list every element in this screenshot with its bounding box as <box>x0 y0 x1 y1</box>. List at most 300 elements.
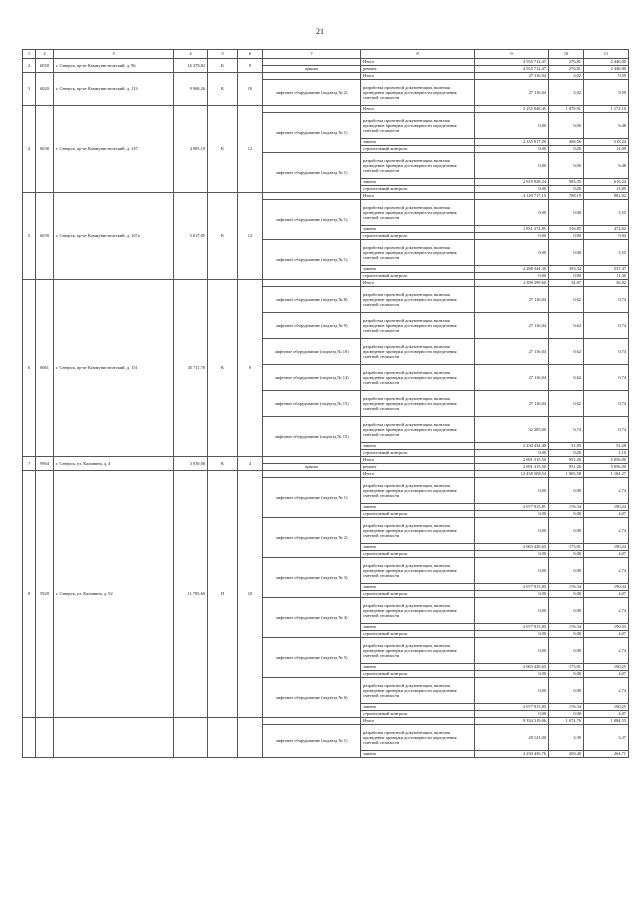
house-floors: 10 <box>238 73 263 106</box>
cost-per-sqm-value: 3,39 <box>549 725 584 751</box>
house-category: К <box>208 106 238 193</box>
cost-per-sqm-value: 0,00 <box>549 478 584 504</box>
work-description: разработка проектной документации, включая проведение проверки достоверности определения сметной стоимости <box>361 558 475 584</box>
cost-value: 27 116,04 <box>475 365 549 391</box>
house-code: 9964 <box>36 457 54 471</box>
house-category: К <box>208 457 238 471</box>
house-code: 6020 <box>36 73 54 106</box>
cost-value: 0,00 <box>475 273 549 280</box>
work-type: лифтовое оборудование (подъезд № 2) <box>263 518 361 558</box>
max-cost-value: 11,30 <box>584 273 629 280</box>
max-cost-value: 4,07 <box>584 671 629 678</box>
cost-value: 4 120 717,15 <box>475 193 549 200</box>
house-floors: 10 <box>238 471 263 718</box>
cost-per-sqm-value: 0,00 <box>549 678 584 704</box>
work-type: крыша <box>263 66 361 73</box>
max-cost-value: 9,59 <box>584 73 629 80</box>
work-type: лифтовое оборудование (подъезд № 1) <box>263 113 361 153</box>
max-cost-value: 5 056,00 <box>584 457 629 464</box>
cost-value: 2 077 915,83 <box>475 704 549 711</box>
work-description: разработка проектной документации, включая проведение проверки достоверности определения сметной стоимости <box>361 200 475 226</box>
work-description: разработка проектной документации, включая проведение проверки достоверности определения сметной стоимости <box>361 391 475 417</box>
table-row <box>23 280 629 287</box>
cost-per-sqm-value: 0,00 <box>549 233 584 240</box>
max-cost-value: 1 172,10 <box>584 106 629 113</box>
cost-per-sqm-value: 175,01 <box>549 664 584 671</box>
cost-value: 1 831 372,85 <box>475 226 549 233</box>
cost-value: 2 288 344,30 <box>475 266 549 273</box>
house-floors: 12 <box>238 193 263 280</box>
work-description: замена <box>361 443 475 450</box>
cost-value: 2 230 436,76 <box>475 751 549 758</box>
work-description: замена <box>361 226 475 233</box>
house-floors: 4 <box>238 457 263 471</box>
cost-value: 32 285,00 <box>475 417 549 443</box>
cost-value: 4 555 712,47 <box>475 59 549 66</box>
header-cell: 6 <box>238 50 263 59</box>
header-cell: 8 <box>361 50 475 59</box>
work-type: лифтовое оборудование (подъезд № 1) <box>263 200 361 240</box>
cost-per-sqm-value: 0,00 <box>549 598 584 624</box>
work-type: лифтовое оборудование (подъезд № 9) <box>263 313 361 339</box>
cost-per-sqm-value: 468,56 <box>549 139 584 146</box>
max-cost-value: 2,74 <box>584 678 629 704</box>
work-description: строительный контроль <box>361 551 475 558</box>
work-description: разработка проектной документации, включая проведение проверки достоверности определения сметной стоимости <box>361 417 475 443</box>
work-description: замена <box>361 139 475 146</box>
cost-per-sqm-value: 0,62 <box>549 313 584 339</box>
work-type-blank <box>263 457 361 464</box>
cost-value: 0,00 <box>475 598 549 624</box>
max-cost-value: 1 084,53 <box>584 718 629 725</box>
row-number: 7 <box>23 457 36 471</box>
work-type: лифтовое оборудование (подъезд № 1) <box>263 240 361 280</box>
cost-value: 2 691 315,50 <box>475 464 549 471</box>
max-cost-value: 2,74 <box>584 558 629 584</box>
total-label: Итого <box>361 471 475 478</box>
cost-value: 27 116,04 <box>475 287 549 313</box>
max-cost-value: 4,07 <box>584 711 629 718</box>
cost-per-sqm-value: 0,00 <box>549 186 584 193</box>
cost-per-sqm-value: 176,34 <box>549 584 584 591</box>
work-type: лифтовое оборудование (подъезд № 1) <box>263 478 361 518</box>
cost-value: 0,00 <box>475 518 549 544</box>
work-description: разработка проектной документации, включая проведение проверки достоверности определения сметной стоимости <box>361 339 475 365</box>
work-description: разработка проектной документации, включая проведение проверки достоверности определения сметной стоимости <box>361 478 475 504</box>
max-cost-value: 51,28 <box>584 443 629 450</box>
max-cost-value: 4,07 <box>584 631 629 638</box>
house-address: г. Северск, пр-кт Коммунистический, д. 96 <box>54 59 174 73</box>
max-cost-value: 2,74 <box>584 478 629 504</box>
cost-per-sqm-value: 0,00 <box>549 240 584 266</box>
cost-per-sqm-value: 176,34 <box>549 504 584 511</box>
cost-value: 0,00 <box>475 186 549 193</box>
cost-value: 0,00 <box>475 551 549 558</box>
work-type: лифтовое оборудование (подъезд № 2) <box>263 80 361 106</box>
house-area: 11 785,60 <box>174 471 208 718</box>
house-area: 9 968,26 <box>174 73 208 106</box>
house-area: 45 711,70 <box>174 280 208 457</box>
work-type: лифтовое оборудование (подъезд № 3) <box>263 558 361 598</box>
work-type-blank <box>263 471 361 478</box>
house-code: 6038 <box>36 106 54 193</box>
cost-value: 0,00 <box>475 240 549 266</box>
header-cell: 10 <box>549 50 584 59</box>
cost-value: 2 691 315,50 <box>475 457 549 464</box>
work-description: строительный контроль <box>361 671 475 678</box>
work-description: разработка проектной документации, включая проведение проверки достоверности определения сметной стоимости <box>361 113 475 139</box>
cost-per-sqm-value: 0,00 <box>549 558 584 584</box>
max-cost-value: 56,82 <box>584 280 629 287</box>
max-cost-value: 13,85 <box>584 186 629 193</box>
cost-value: 0,00 <box>475 113 549 139</box>
cost-per-sqm-value: 0,00 <box>549 200 584 226</box>
work-description: строительный контроль <box>361 450 475 457</box>
cost-value: 0,00 <box>475 511 549 518</box>
cost-value: 5 255 848,45 <box>475 106 549 113</box>
cost-value: 9 334 319,06 <box>475 718 549 725</box>
house-area <box>174 718 208 758</box>
max-cost-value: 9,04 <box>584 233 629 240</box>
work-description: замена <box>361 504 475 511</box>
work-description: замена <box>361 704 475 711</box>
cost-per-sqm-value: 0,00 <box>549 671 584 678</box>
max-cost-value: 264,71 <box>584 751 629 758</box>
cost-per-sqm-value: 0,00 <box>549 273 584 280</box>
house-category: К <box>208 59 238 73</box>
max-cost-value: 190,25 <box>584 664 629 671</box>
header-cell: 2 <box>36 50 54 59</box>
cost-value: 0,00 <box>475 671 549 678</box>
work-type-blank <box>263 718 361 725</box>
work-description: строительный контроль <box>361 146 475 153</box>
house-floors: 9 <box>238 59 263 73</box>
work-description: ремонт <box>361 464 475 471</box>
house-category <box>208 718 238 758</box>
work-type: лифтовое оборудование (подъезд № 15) <box>263 391 361 417</box>
cost-per-sqm-value: 176,34 <box>549 704 584 711</box>
work-type-blank <box>263 193 361 200</box>
cost-value: 0,00 <box>475 450 549 457</box>
house-code <box>36 718 54 758</box>
work-type: лифтовое оборудование (подъезд № 8) <box>263 287 361 313</box>
cost-value: 0,00 <box>475 200 549 226</box>
table-row <box>23 106 629 113</box>
max-cost-value: 190,24 <box>584 504 629 511</box>
cost-per-sqm-value: 0,00 <box>549 638 584 664</box>
cost-per-sqm-value: 0,00 <box>549 146 584 153</box>
max-cost-value: 2,74 <box>584 518 629 544</box>
cost-value: 0,00 <box>475 233 549 240</box>
cost-per-sqm-value: 0,74 <box>549 417 584 443</box>
max-cost-value: 472,62 <box>584 226 629 233</box>
work-description: замена <box>361 544 475 551</box>
work-type: лифтовое оборудование (подъезд № 4) <box>263 598 361 638</box>
table-row <box>23 471 629 478</box>
house-address: г. Северск, ул. Калинина, д. 92 <box>54 471 174 718</box>
work-type: лифтовое оборудование (подъезд № 6) <box>263 678 361 718</box>
max-cost-value: 190,33 <box>584 624 629 631</box>
table-row <box>23 193 629 200</box>
cost-per-sqm-value: 0,00 <box>549 153 584 179</box>
work-type: лифтовое оборудование (подъезд № 5) <box>263 638 361 678</box>
work-description: ремонт <box>361 66 475 73</box>
cost-value: 27 116,04 <box>475 313 549 339</box>
cost-per-sqm-value: 51,05 <box>549 443 584 450</box>
max-cost-value: 5,55 <box>584 240 629 266</box>
cost-value: 0,00 <box>475 591 549 598</box>
total-label: Итого <box>361 59 475 66</box>
work-description: строительный контроль <box>361 273 475 280</box>
cost-per-sqm-value: 0,62 <box>549 365 584 391</box>
max-cost-value: 13,09 <box>584 146 629 153</box>
max-cost-value: 3,37 <box>584 725 629 751</box>
house-code: 6050 <box>36 59 54 73</box>
cost-value: 2 230 434,40 <box>475 443 549 450</box>
max-cost-value: 982,02 <box>584 193 629 200</box>
house-address: г. Северск, пр-кт Коммунистический, д. 151 <box>54 280 174 457</box>
cost-per-sqm-value: 708,19 <box>549 193 584 200</box>
total-label: Итого <box>361 718 475 725</box>
max-cost-value: 2 440,00 <box>584 66 629 73</box>
cost-per-sqm-value: 54,87 <box>549 280 584 287</box>
cost-per-sqm-value: 0,00 <box>549 631 584 638</box>
work-description: разработка проектной документации, включая проведение проверки достоверности определения сметной стоимости <box>361 80 475 106</box>
table-row <box>23 718 629 725</box>
cost-per-sqm-value: 1 074,76 <box>549 718 584 725</box>
cost-value: 2 077 915,83 <box>475 584 549 591</box>
header-cell: 11 <box>584 50 629 59</box>
total-label: Итого <box>361 193 475 200</box>
cost-value: 0,00 <box>475 711 549 718</box>
house-address: г. Северск, ул. Калинина, д. 4 <box>54 457 174 471</box>
house-address <box>54 718 174 758</box>
house-floors: 12 <box>238 106 263 193</box>
row-number: 6 <box>23 280 36 457</box>
house-address: г. Северск, пр-кт Коммунистический, д. 167а <box>54 193 174 280</box>
work-description: разработка проектной документации, включая проведение проверки достоверности определения сметной стоимости <box>361 678 475 704</box>
max-cost-value: 0,74 <box>584 287 629 313</box>
work-type-blank <box>263 280 361 287</box>
house-address: г. Северск, пр-кт Коммунистический, д. 147 <box>54 106 174 193</box>
work-type-blank <box>263 73 361 80</box>
total-label: Итого <box>361 457 475 464</box>
work-description: разработка проектной документации, включая проведение проверки достоверности определения сметной стоимости <box>361 240 475 266</box>
work-description: разработка проектной документации, включая проведение проверки достоверности определения сметной стоимости <box>361 518 475 544</box>
row-number <box>23 718 36 758</box>
cost-per-sqm-value: 0,62 <box>549 339 584 365</box>
cost-per-sqm-value: 585,35 <box>549 179 584 186</box>
cost-per-sqm-value: 0,00 <box>549 591 584 598</box>
max-cost-value: 0,74 <box>584 417 629 443</box>
work-description: строительный контроль <box>361 711 475 718</box>
max-cost-value: 0,74 <box>584 313 629 339</box>
house-area: 4 985,10 <box>174 106 208 193</box>
header-cell: 7 <box>263 50 361 59</box>
work-description: разработка проектной документации, включая проведение проверки достоверности определения сметной стоимости <box>361 313 475 339</box>
house-category: П <box>208 471 238 718</box>
house-category: К <box>208 280 238 457</box>
max-cost-value: 190,25 <box>584 704 629 711</box>
total-label: Итого <box>361 73 475 80</box>
total-label: Итого <box>361 280 475 287</box>
cost-per-sqm-value: 176,34 <box>549 624 584 631</box>
max-cost-value: 0,74 <box>584 339 629 365</box>
cost-per-sqm-value: 0,00 <box>549 113 584 139</box>
work-description: разработка проектной документации, включая проведение проверки достоверности определения сметной стоимости <box>361 153 475 179</box>
row-number: 2 <box>23 59 36 73</box>
max-cost-value: 2,74 <box>584 638 629 664</box>
cost-per-sqm-value: 276,81 <box>549 59 584 66</box>
capital-repair-table <box>22 49 629 758</box>
cost-value: 2 398 299,60 <box>475 280 549 287</box>
cost-per-sqm-value: 393,34 <box>549 266 584 273</box>
table-row <box>23 59 629 66</box>
max-cost-value: 4,07 <box>584 551 629 558</box>
max-cost-value: 616,24 <box>584 179 629 186</box>
max-cost-value: 518,24 <box>584 139 629 146</box>
house-category: К <box>208 73 238 106</box>
cost-value: 0,00 <box>475 478 549 504</box>
cost-value: 0,00 <box>475 638 549 664</box>
max-cost-value: 0,74 <box>584 365 629 391</box>
table-header-row <box>23 50 629 59</box>
max-cost-value: 6,48 <box>584 153 629 179</box>
cost-value: 0,00 <box>475 153 549 179</box>
max-cost-value: 9,59 <box>584 80 629 106</box>
cost-per-sqm-value: 951,26 <box>549 464 584 471</box>
work-description: строительный контроль <box>361 186 475 193</box>
cost-value: 2 063 420,63 <box>475 544 549 551</box>
cost-value: 27 116,04 <box>475 80 549 106</box>
cost-per-sqm-value: 3,02 <box>549 80 584 106</box>
work-description: строительный контроль <box>361 631 475 638</box>
table-row <box>23 457 629 464</box>
header-cell: 1 <box>23 50 36 59</box>
cost-per-sqm-value: 0,00 <box>549 711 584 718</box>
work-description: строительный контроль <box>361 233 475 240</box>
work-description: замена <box>361 624 475 631</box>
cost-per-sqm-value: 0,00 <box>549 518 584 544</box>
cost-per-sqm-value: 0,00 <box>549 551 584 558</box>
max-cost-value: 5 056,00 <box>584 464 629 471</box>
row-number: 8 <box>23 471 36 718</box>
page-number: 21 <box>316 27 324 36</box>
cost-value: 12 438 508,54 <box>475 471 549 478</box>
work-type: лифтовое оборудование (подъезд № 1) <box>263 153 361 193</box>
house-area: 16 378,82 <box>174 59 208 73</box>
work-type: лифтовое оборудование (подъезд № 15) <box>263 417 361 457</box>
cost-value: 0,00 <box>475 631 549 638</box>
house-code: 5920 <box>36 471 54 718</box>
work-type-blank <box>263 59 361 66</box>
cost-value: 0,00 <box>475 146 549 153</box>
row-number: 3 <box>23 73 36 106</box>
max-cost-value: 537,47 <box>584 266 629 273</box>
cost-per-sqm-value: 3,02 <box>549 73 584 80</box>
work-type: лифтовое оборудование (подъезд № 14) <box>263 365 361 391</box>
row-number: 5 <box>23 193 36 280</box>
cost-per-sqm-value: 0,00 <box>549 511 584 518</box>
cost-value: 2 335 917,29 <box>475 139 549 146</box>
house-address: г. Северск, пр-кт Коммунистический, д. 113 <box>54 73 174 106</box>
work-type-blank <box>263 106 361 113</box>
work-description: замена <box>361 664 475 671</box>
max-cost-value: 190,24 <box>584 544 629 551</box>
cost-per-sqm-value: 269,40 <box>549 751 584 758</box>
house-code: 6061 <box>36 280 54 457</box>
cost-value: 2 077 915,81 <box>475 504 549 511</box>
row-number: 4 <box>23 106 36 193</box>
cost-per-sqm-value: 0,62 <box>549 391 584 417</box>
work-description: разработка проектной документации, включая проведение проверки достоверности определения сметной стоимости <box>361 725 475 751</box>
cost-per-sqm-value: 951,26 <box>549 457 584 464</box>
work-description: замена <box>361 751 475 758</box>
cost-value: 0,00 <box>475 558 549 584</box>
max-cost-value: 0,74 <box>584 391 629 417</box>
work-type: лифтовое оборудование (подъезд № 1) <box>263 725 361 758</box>
cost-value: 4 555 712,47 <box>475 66 549 73</box>
max-cost-value: 5,55 <box>584 200 629 226</box>
cost-value: 27 116,04 <box>475 391 549 417</box>
work-type: крыша <box>263 464 361 471</box>
house-category: К <box>208 193 238 280</box>
cost-value: 2 077 915,83 <box>475 624 549 631</box>
cost-value: 27 116,04 <box>475 73 549 80</box>
total-label: Итого <box>361 106 475 113</box>
work-description: разработка проектной документации, включая проведение проверки достоверности определения сметной стоимости <box>361 638 475 664</box>
cost-per-sqm-value: 1 079,91 <box>549 106 584 113</box>
work-description: замена <box>361 266 475 273</box>
cost-per-sqm-value: 276,81 <box>549 66 584 73</box>
house-floors <box>238 718 263 758</box>
work-description: разработка проектной документации, включая проведение проверки достоверности определения сметной стоимости <box>361 287 475 313</box>
work-description: строительный контроль <box>361 591 475 598</box>
max-cost-value: 2,74 <box>584 598 629 624</box>
house-area: 3 039,00 <box>174 457 208 471</box>
house-code: 6039 <box>36 193 54 280</box>
header-cell: 9 <box>475 50 549 59</box>
cost-value: 2 919 928,24 <box>475 179 549 186</box>
cost-value: 28 141,00 <box>475 725 549 751</box>
work-description: разработка проектной документации, включая проведение проверки достоверности определения сметной стоимости <box>361 365 475 391</box>
house-area: 5 617,85 <box>174 193 208 280</box>
cost-value: 2 063 420,63 <box>475 664 549 671</box>
max-cost-value: 1,10 <box>584 450 629 457</box>
cost-value: 0,00 <box>475 678 549 704</box>
header-cell: 5 <box>208 50 238 59</box>
max-cost-value: 4,07 <box>584 511 629 518</box>
cost-per-sqm-value: 0,62 <box>549 287 584 313</box>
max-cost-value: 2 440,00 <box>584 59 629 66</box>
header-cell: 4 <box>174 50 208 59</box>
cost-per-sqm-value: 175,01 <box>549 544 584 551</box>
work-description: замена <box>361 179 475 186</box>
max-cost-value: 4,07 <box>584 591 629 598</box>
cost-per-sqm-value: 316,85 <box>549 226 584 233</box>
cost-per-sqm-value: 0,00 <box>549 450 584 457</box>
work-description: разработка проектной документации, включая проведение проверки достоверности определения сметной стоимости <box>361 598 475 624</box>
table-row <box>23 73 629 80</box>
max-cost-value: 6,48 <box>584 113 629 139</box>
header-cell: 3 <box>54 50 174 59</box>
max-cost-value: 190,34 <box>584 584 629 591</box>
work-description: замена <box>361 584 475 591</box>
work-type: лифтовое оборудование (подъезд № 10) <box>263 339 361 365</box>
house-floors: 9 <box>238 280 263 457</box>
work-description: строительный контроль <box>361 511 475 518</box>
cost-per-sqm-value: 1 065,58 <box>549 471 584 478</box>
